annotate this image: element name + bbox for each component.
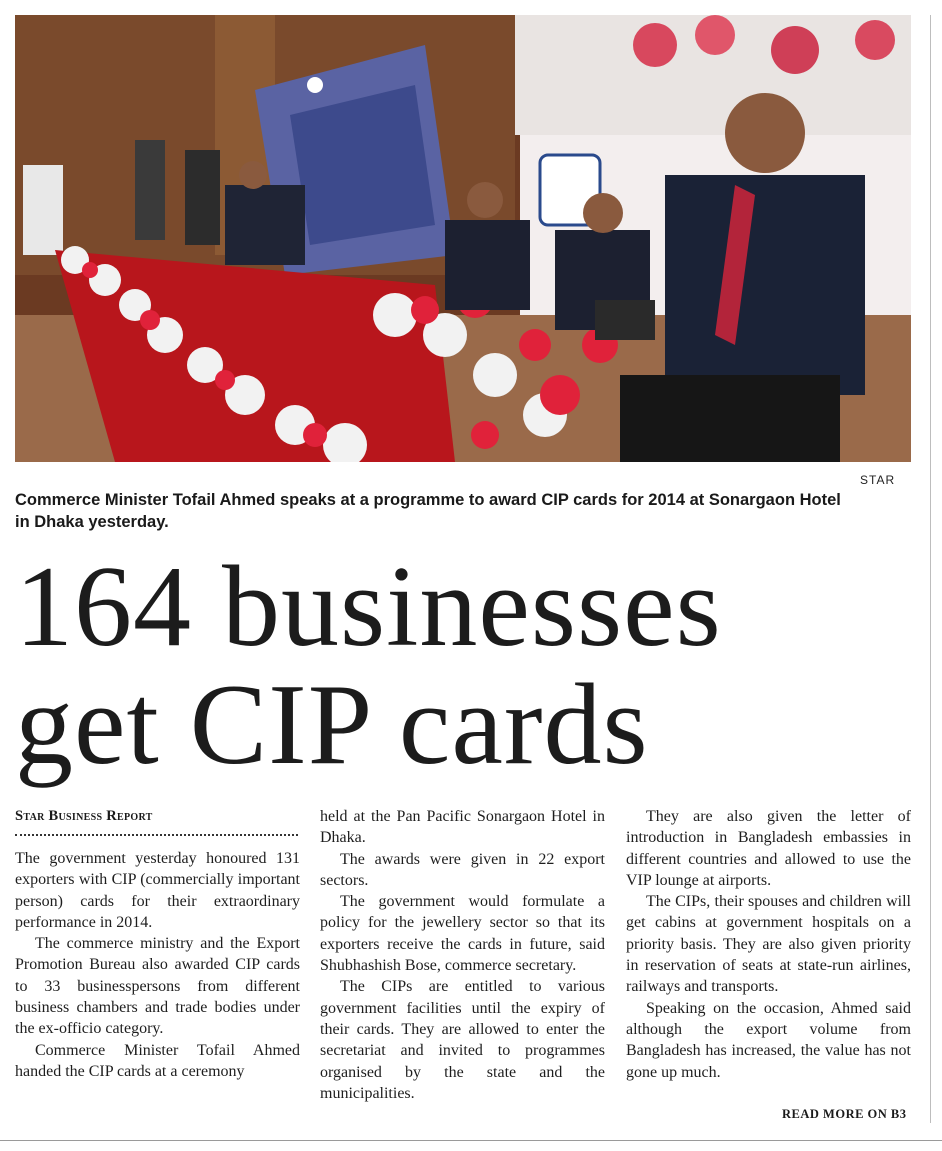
read-more-link[interactable]: READ MORE ON B3 [782, 1107, 907, 1121]
column-rule-right [930, 15, 931, 1123]
article-column-2 [320, 806, 605, 1104]
page-bottom-rule [0, 1140, 942, 1141]
headline [15, 543, 915, 789]
news-photo [15, 15, 911, 462]
paragraph: held at the Pan Pacific Sonargaon Hotel in Dhaka. [320, 808, 605, 847]
paragraph: The awards were given in 22 export sectors. [320, 850, 605, 889]
article-column-3 [626, 806, 911, 1083]
paragraph: Speaking on the occasion, Ahmed said although the export volume from Bangladesh has increased, the value has not gone up much. [626, 999, 911, 1081]
byline: Star Business Report [15, 808, 153, 824]
paragraph: The CIPs, their spouses and children will get cabins at government hospitals on a priority basis. They are also given priority in reservation of seats at state-run airlines, railways and transports. [626, 893, 911, 996]
photo-credit: STAR [860, 473, 896, 487]
headline-line-2: get CIP cards [15, 661, 649, 789]
paragraph: The government yesterday honoured 131 exporters with CIP (commercially important person) cards for their extraordinary performance in 2014. [15, 850, 300, 931]
headline-line-1: 164 businesses [15, 543, 722, 671]
paragraph: The government would formulate a policy for the jewellery sector so that its exporters receive the cards in future, said Shubhashish Bose, commerce secretary. [320, 893, 605, 975]
paragraph: The CIPs are entitled to various government facilities until the expiry of their cards. They are allowed to enter the secretariat and invited to programmes organised by the state and the municipalities. [320, 978, 605, 1102]
byline-dotted-rule [15, 834, 298, 836]
paragraph: They are also given the letter of introduction in Bangladesh embassies in different countries and allowed to use the VIP lounge at airports. [626, 808, 911, 889]
paragraph: Commerce Minister Tofail Ahmed handed the CIP cards at a ceremony [15, 1041, 300, 1080]
article-column-1 [15, 848, 300, 1082]
paragraph: The commerce ministry and the Export Promotion Bureau also awarded CIP cards to 33 businesspersons from different business chambers and trade bodies under the ex-officio category. [15, 935, 300, 1038]
photo-caption: Commerce Minister Tofail Ahmed speaks at a programme to award CIP cards for 2014 at Sonargaon Hotel in Dhaka yesterday. [15, 491, 841, 531]
